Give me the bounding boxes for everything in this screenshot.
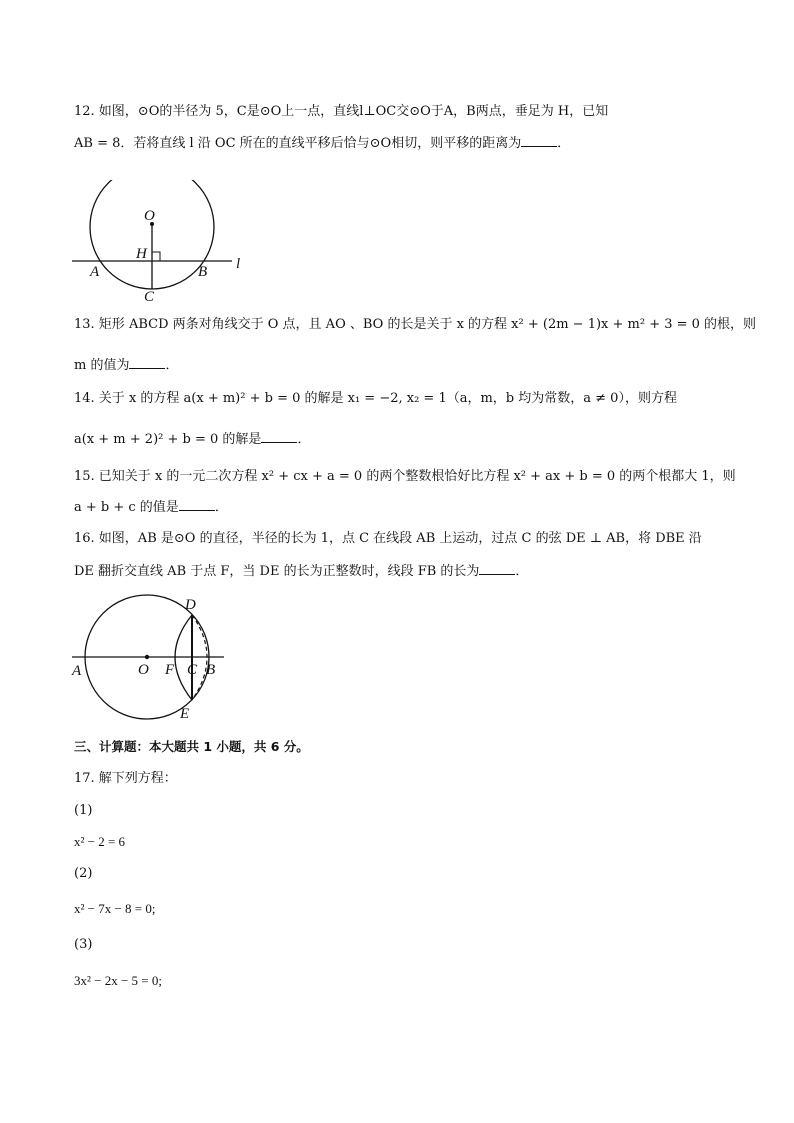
- q12-line2-text: AB = 8．若将直线 l 沿 OC 所在的直线平移后恰与⊙O相切，则平移的距离为: [74, 136, 522, 151]
- q12-answer-blank: [521, 134, 557, 147]
- q16-label-f: F: [165, 662, 175, 678]
- q16-label-o: O: [138, 662, 149, 678]
- q14-line2-end: ．: [297, 432, 311, 447]
- q17-part2-label: (2): [74, 866, 93, 881]
- q15-line2: [74, 498, 734, 517]
- q16-answer-blank: [479, 562, 515, 575]
- q16-figure: [66, 590, 236, 725]
- q12-figure: [66, 180, 256, 305]
- q15-line1: 15. 已知关于 x 的一元二次方程 x² + cx + a = 0 的两个整数根恰好比方程 x² + ax + b = 0 的两个根都大 1，则: [74, 469, 736, 484]
- q14-answer-blank: [261, 430, 297, 443]
- q17-part2-equation: x² − 7x − 8 = 0;: [74, 901, 156, 916]
- q16-label-c: C: [187, 662, 198, 678]
- section3-title: 三、计算题：本大题共 1 小题，共 6 分。: [74, 739, 309, 754]
- q16-line2: [74, 562, 734, 581]
- q15-line2-text: a + b + c 的值是: [74, 500, 179, 515]
- q13-line2: [74, 356, 734, 375]
- q12-line2: [74, 134, 734, 153]
- q12-line2-end: ．: [557, 136, 571, 151]
- q12-label-o: O: [144, 208, 155, 224]
- q13-line2-text: m 的值为: [74, 358, 130, 373]
- q12-right-angle-mark: [152, 252, 160, 261]
- q15-answer-blank: [179, 498, 215, 511]
- q12-label-b: B: [198, 264, 208, 280]
- q17-part3-equation: 3x² − 2x − 5 = 0;: [74, 973, 163, 988]
- q13-answer-blank: [129, 356, 165, 369]
- q12-label-h: H: [136, 246, 147, 262]
- q17-title: 17. 解下列方程：: [74, 771, 177, 786]
- q16-line1: 16. 如图，AB 是⊙O 的直径，半径的长为 1，点 C 在线段 AB 上运动，过点 C 的弦 DE ⊥ AB，将 DBE 沿: [74, 531, 702, 546]
- q12-label-a: A: [90, 264, 100, 280]
- q16-center-point: [145, 655, 149, 659]
- q17-part1-equation: x² − 2 = 6: [74, 834, 126, 849]
- q12-label-l: l: [236, 256, 241, 272]
- q15-line2-end: ．: [214, 500, 228, 515]
- q16-line2-text: DE 翻折交直线 AB 于点 F，当 DE 的长为正整数时，线段 FB 的长为: [74, 564, 480, 579]
- q13-line2-end: ．: [165, 358, 179, 373]
- q16-label-e: E: [180, 706, 190, 722]
- q12-line1: 12. 如图，⊙O的半径为 5，C是⊙O上一点，直线l⊥OC交⊙O于A，B两点，垂足为 H，已知: [74, 104, 609, 119]
- q12-label-c: C: [144, 289, 155, 305]
- q14-line2-text: a(x + m + 2)² + b = 0 的解是: [74, 432, 262, 447]
- q16-label-d: D: [185, 597, 196, 613]
- q16-label-b: B: [206, 662, 216, 678]
- q16-label-a: A: [72, 663, 82, 679]
- q16-line2-end: ．: [515, 564, 529, 579]
- q14-line1: 14. 关于 x 的方程 a(x + m)² + b = 0 的解是 x₁ = −2, x₂ = 1（a，m，b 均为常数，a ≠ 0），则方程: [74, 391, 677, 406]
- q13-line1: 13. 矩形 ABCD 两条对角线交于 O 点，且 AO 、BO 的长是关于 x 的方程 x² + (2m − 1)x + m² + 3 = 0 的根，则: [74, 317, 757, 332]
- q14-line2: [74, 430, 734, 449]
- q17-part3-label: (3): [74, 937, 93, 952]
- q17-part1-label: (1): [74, 803, 93, 818]
